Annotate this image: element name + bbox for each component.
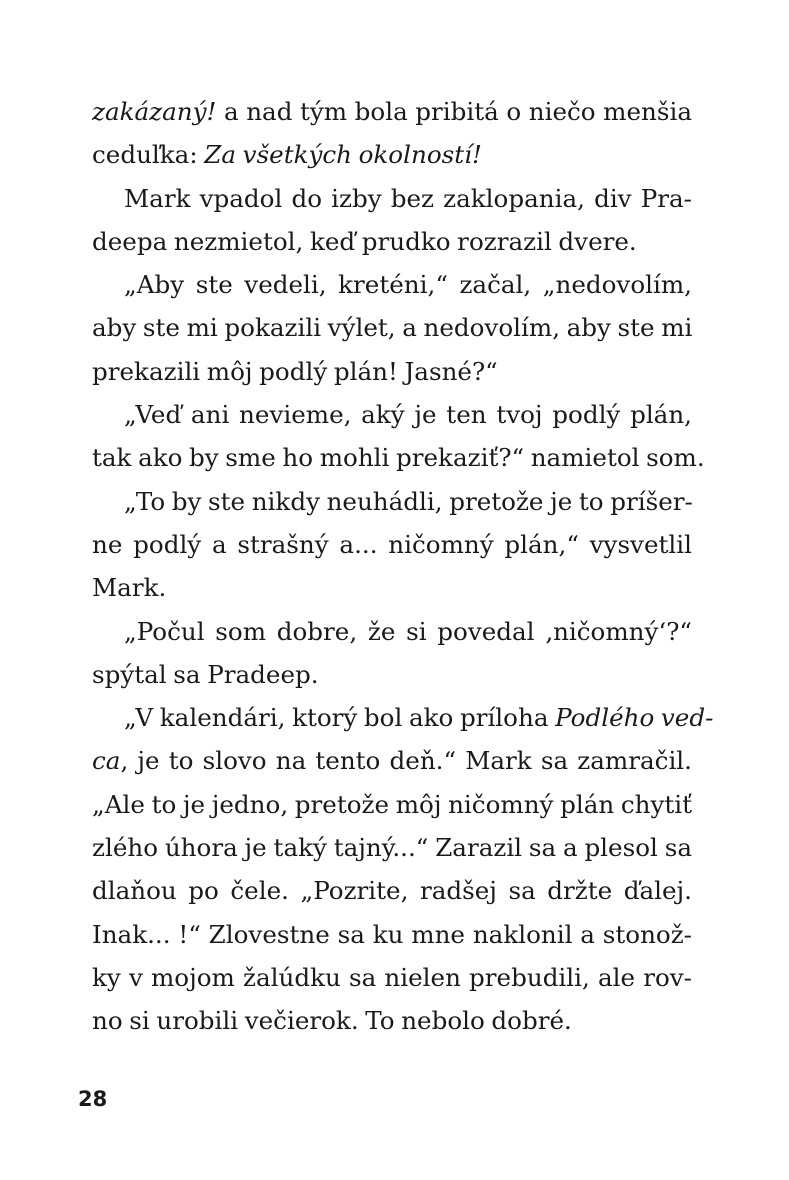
page-number: 28 — [78, 1087, 108, 1111]
text-line — [92, 220, 692, 263]
text-span: ne podlý a strašný a... ničomný plán,“ vysvetlil — [92, 529, 692, 559]
text-span: „Ale to je jedno, pretože môj ničomný plán chytiť — [92, 789, 692, 819]
text-line — [92, 90, 692, 133]
text-line — [92, 913, 692, 956]
text-line — [92, 999, 692, 1042]
text-line — [92, 653, 692, 696]
text-span: „Počul som dobre, že si povedal ‚ničomný‘?“ — [124, 616, 692, 646]
text-line — [92, 523, 692, 566]
text-line — [92, 133, 692, 176]
text-span: a nad tým bola pribitá o niečo menšia — [216, 97, 692, 126]
text-span: „Veď ani nevieme, aký je ten tvoj podlý plán, — [124, 400, 692, 430]
italic-text: Za všetkých okolností! — [204, 140, 482, 170]
text-line — [92, 566, 692, 609]
text-span: Inak... !“ Zlovestne sa ku mne naklonil a stonož- — [92, 919, 692, 949]
text-span: Mark vpadol do izby bez zaklopania, div Pra- — [124, 183, 692, 213]
text-line — [92, 177, 692, 220]
text-span: Mark. — [92, 573, 167, 603]
text-span: ceduľka: — [92, 140, 205, 170]
text-line — [92, 350, 692, 393]
italic-text: ca — [92, 746, 121, 776]
text-span: , je to slovo na tento deň.“ Mark sa zamračil. — [120, 746, 692, 776]
text-span: no si urobili večierok. To nebolo dobré. — [92, 1006, 572, 1036]
italic-text: Podlého ved- — [555, 703, 714, 733]
text-line — [92, 306, 692, 349]
text-span: prekazili môj podlý plán! Jasné?“ — [92, 356, 498, 386]
text-line — [92, 696, 714, 739]
text-line — [92, 610, 692, 653]
italic-text: zakázaný! — [92, 97, 217, 126]
text-line — [92, 956, 692, 999]
text-span: aby ste mi pokazili výlet, a nedovolím, aby ste mi — [92, 313, 693, 343]
text-line — [92, 739, 692, 782]
text-span: ky v mojom žalúdku sa nielen prebudili, ale rov- — [92, 962, 692, 992]
text-span: deepa nezmietol, keď prudko rozrazil dvere. — [92, 226, 637, 256]
text-line — [92, 869, 692, 912]
text-line — [92, 436, 705, 479]
text-span: „Aby ste vedeli, kreténi,“ začal, „nedovolím, — [124, 270, 692, 300]
text-line — [92, 826, 692, 869]
text-span: spýtal sa Pradeep. — [92, 659, 319, 689]
text-span: zlého úhora je taký tajný...“ Zarazil sa a plesol sa — [92, 833, 692, 863]
text-line — [92, 263, 692, 306]
page-text — [92, 90, 714, 1043]
text-span: „V kalendári, ktorý bol ako príloha — [124, 703, 556, 733]
text-line — [92, 480, 692, 523]
text-span: „To by ste nikdy neuhádli, pretože je to príšer- — [124, 486, 693, 516]
text-line — [92, 393, 692, 436]
text-span: dlaňou po čele. „Pozrite, radšej sa držte ďalej. — [92, 876, 692, 906]
text-line — [92, 783, 692, 826]
text-span: tak ako by sme ho mohli prekaziť?“ namietol som. — [92, 443, 705, 473]
